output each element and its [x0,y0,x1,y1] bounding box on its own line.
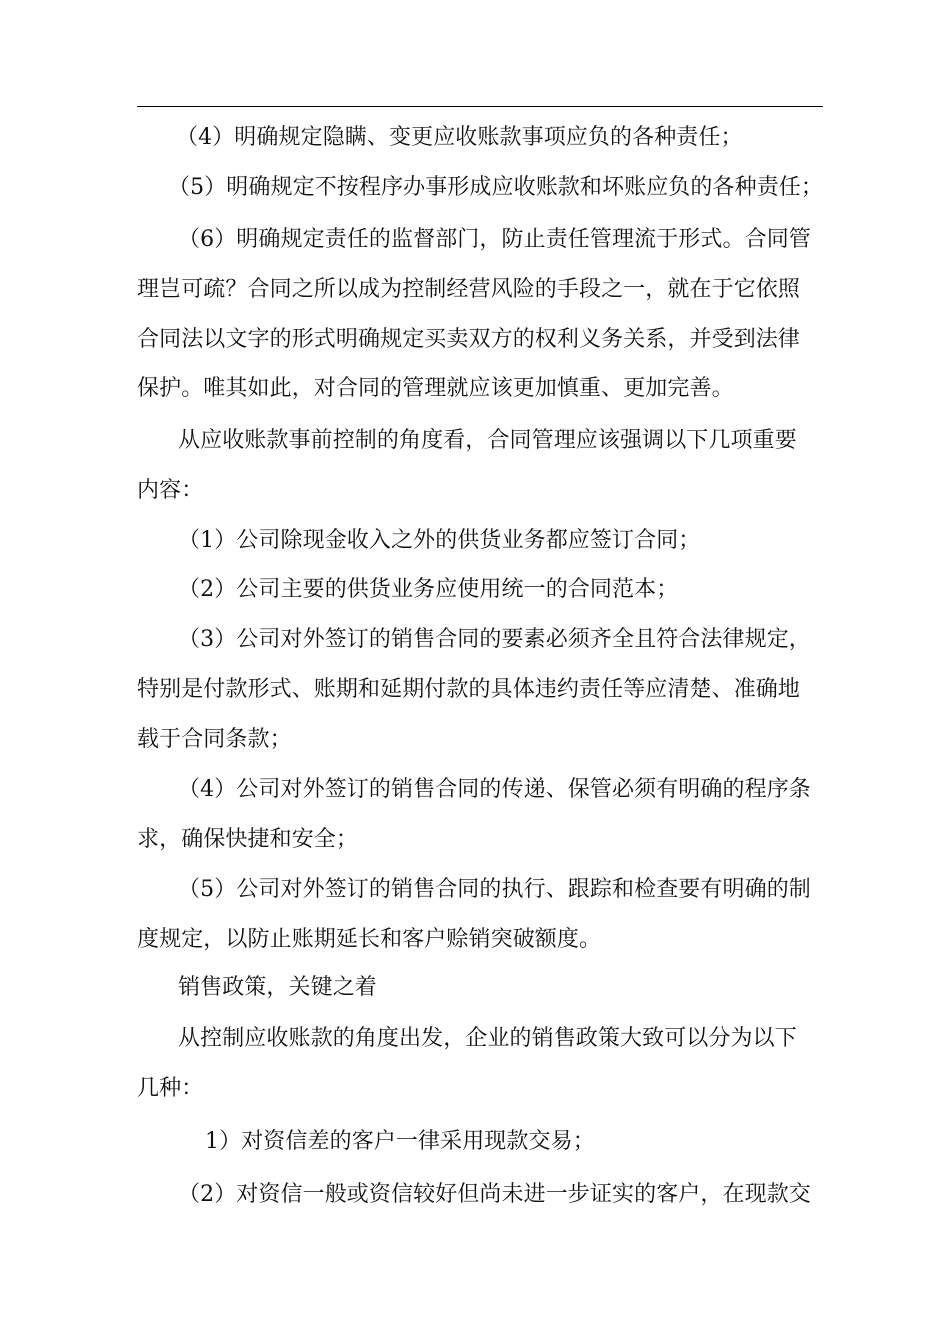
text-line: 载于合同条款； [137,727,292,752]
text-line: 理岂可疏？合同之所以成为控制经营风险的手段之一，就在于它依照 [137,277,801,302]
text-line: 1）对资信差的客户一律采用现款交易； [205,1129,595,1154]
text-line: 特别是付款形式、账期和延期付款的具体违约责任等应清楚、准确地 [137,677,801,702]
text-line: （1）公司除现金收入之外的供货业务都应签订合同； [178,528,701,553]
text-line: 度规定，以防止账期延长和客户赊销突破额度。 [137,927,602,952]
text-line: 合同法以文字的形式明确规定买卖双方的权利义务关系，并受到法律 [137,327,801,352]
text-line: 求，确保快捷和安全； [137,827,359,852]
text-line: 从应收账款事前控制的角度看，合同管理应该强调以下几项重要 [178,428,797,453]
text-line: 从控制应收账款的角度出发，企业的销售政策大致可以分为以下 [178,1026,797,1051]
text-line: （2）公司主要的供货业务应使用统一的合同范本； [178,577,679,602]
text-line: （4）公司对外签订的销售合同的传递、保管必须有明确的程序条 [178,777,811,802]
text-line: （6）明确规定责任的监督部门，防止责任管理流于形式。合同管 [178,227,811,252]
text-line: （3）公司对外签订的销售合同的要素必须齐全且符合法律规定， [178,627,811,652]
text-line: 保护。唯其如此，对合同的管理就应该更加慎重、更加完善。 [137,376,734,401]
text-line: （5）明确规定不按程序办事形成应收账款和坏账应负的各种责任； [168,175,823,200]
text-line: 内容： [137,478,204,503]
header-rule [137,106,823,107]
text-line: （2）对资信一般或资信较好但尚未进一步证实的客户，在现款交 [178,1182,811,1207]
text-line: （4）明确规定隐瞒、变更应收账款事项应负的各种责任； [176,125,743,150]
text-line: 几种： [137,1076,204,1101]
section-heading: 销售政策，关键之着 [178,975,377,1000]
text-line: （5）公司对外签订的销售合同的执行、跟踪和检查要有明确的制 [178,877,811,902]
